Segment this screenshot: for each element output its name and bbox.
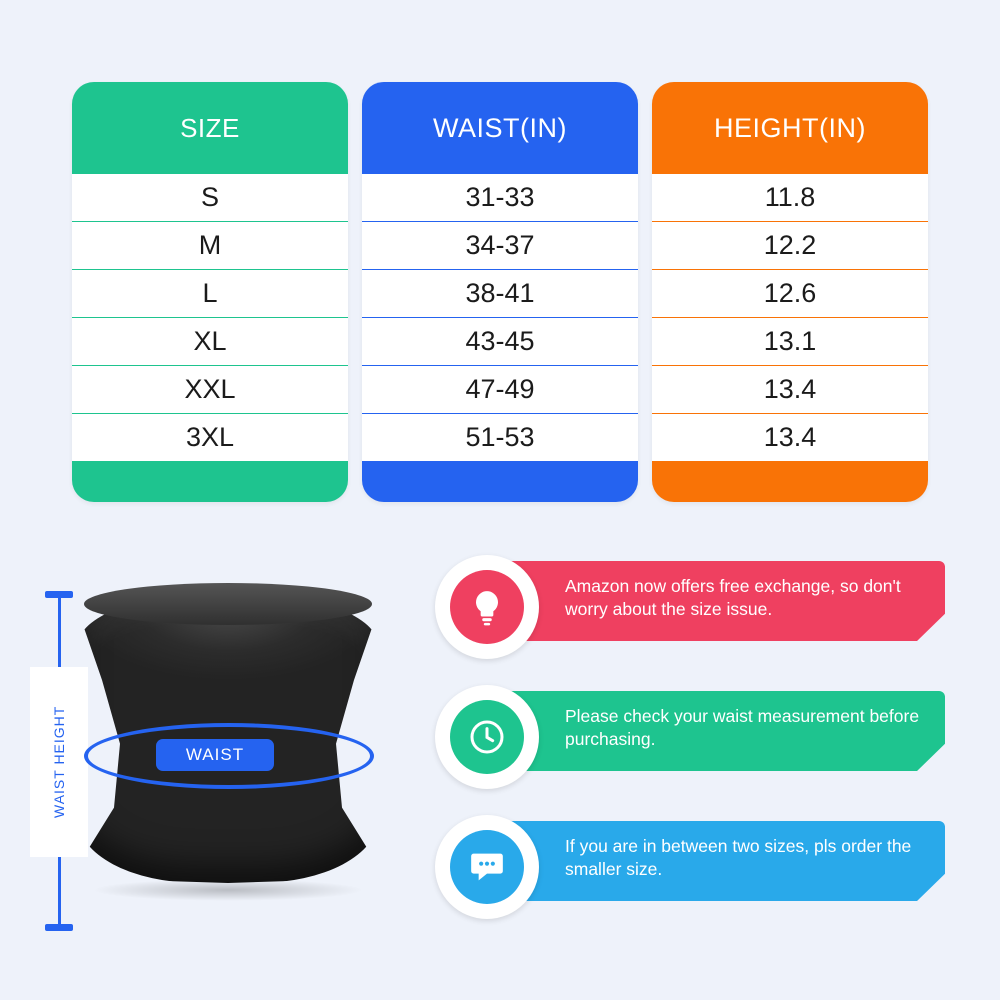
table-column-waist bbox=[362, 82, 638, 502]
measure-cap-top bbox=[45, 591, 73, 598]
column-header-waist: WAIST(IN) bbox=[433, 112, 567, 143]
column-footer bbox=[362, 469, 638, 502]
column-header-height: HEIGHT(IN) bbox=[714, 112, 866, 143]
note-badge bbox=[435, 685, 539, 789]
table-cell: 11.8 bbox=[652, 174, 928, 221]
table-cell: 12.6 bbox=[652, 270, 928, 317]
note-item bbox=[435, 555, 945, 647]
table-cell: 12.2 bbox=[652, 222, 928, 269]
table-cell: M bbox=[72, 222, 348, 269]
table-column-size bbox=[72, 82, 348, 502]
note-text: Amazon now offers free exchange, so don't worry about the size issue. bbox=[565, 576, 901, 620]
note-item bbox=[435, 815, 945, 907]
note-text: If you are in between two sizes, pls order the smaller size. bbox=[565, 836, 912, 880]
belt-graphic bbox=[78, 593, 398, 933]
table-cell: 51-53 bbox=[362, 414, 638, 461]
table-cell: 13.4 bbox=[652, 414, 928, 461]
table-cell: 34-37 bbox=[362, 222, 638, 269]
note-badge bbox=[435, 555, 539, 659]
column-cells-height bbox=[652, 174, 928, 469]
table-cell: 38-41 bbox=[362, 270, 638, 317]
table-cell: 3XL bbox=[72, 414, 348, 461]
table-cell: XL bbox=[72, 318, 348, 365]
column-footer bbox=[652, 469, 928, 502]
clock-icon bbox=[450, 700, 524, 774]
table-cell: L bbox=[72, 270, 348, 317]
note-text: Please check your waist measurement before purchasing. bbox=[565, 706, 920, 750]
column-header-size: SIZE bbox=[180, 112, 240, 143]
table-cell: 43-45 bbox=[362, 318, 638, 365]
waist-height-measure bbox=[38, 591, 80, 931]
size-table bbox=[72, 82, 928, 502]
note-badge bbox=[435, 815, 539, 919]
measure-cap-bottom bbox=[45, 924, 73, 931]
table-cell: 13.1 bbox=[652, 318, 928, 365]
waist-height-label: WAIST HEIGHT bbox=[30, 667, 88, 857]
column-cells-waist bbox=[362, 174, 638, 469]
table-cell: 31-33 bbox=[362, 174, 638, 221]
belt-shadow bbox=[92, 879, 364, 901]
product-illustration bbox=[16, 545, 426, 975]
note-item bbox=[435, 685, 945, 777]
lightbulb-icon bbox=[450, 570, 524, 644]
column-footer bbox=[72, 469, 348, 502]
table-column-height bbox=[652, 82, 928, 502]
waist-tag: WAIST bbox=[156, 739, 274, 771]
table-cell: 13.4 bbox=[652, 366, 928, 413]
belt-top-edge bbox=[84, 583, 372, 625]
table-cell: XXL bbox=[72, 366, 348, 413]
table-cell: S bbox=[72, 174, 348, 221]
chat-bubble-icon bbox=[450, 830, 524, 904]
column-cells-size bbox=[72, 174, 348, 469]
table-cell: 47-49 bbox=[362, 366, 638, 413]
notes-list bbox=[435, 555, 965, 955]
